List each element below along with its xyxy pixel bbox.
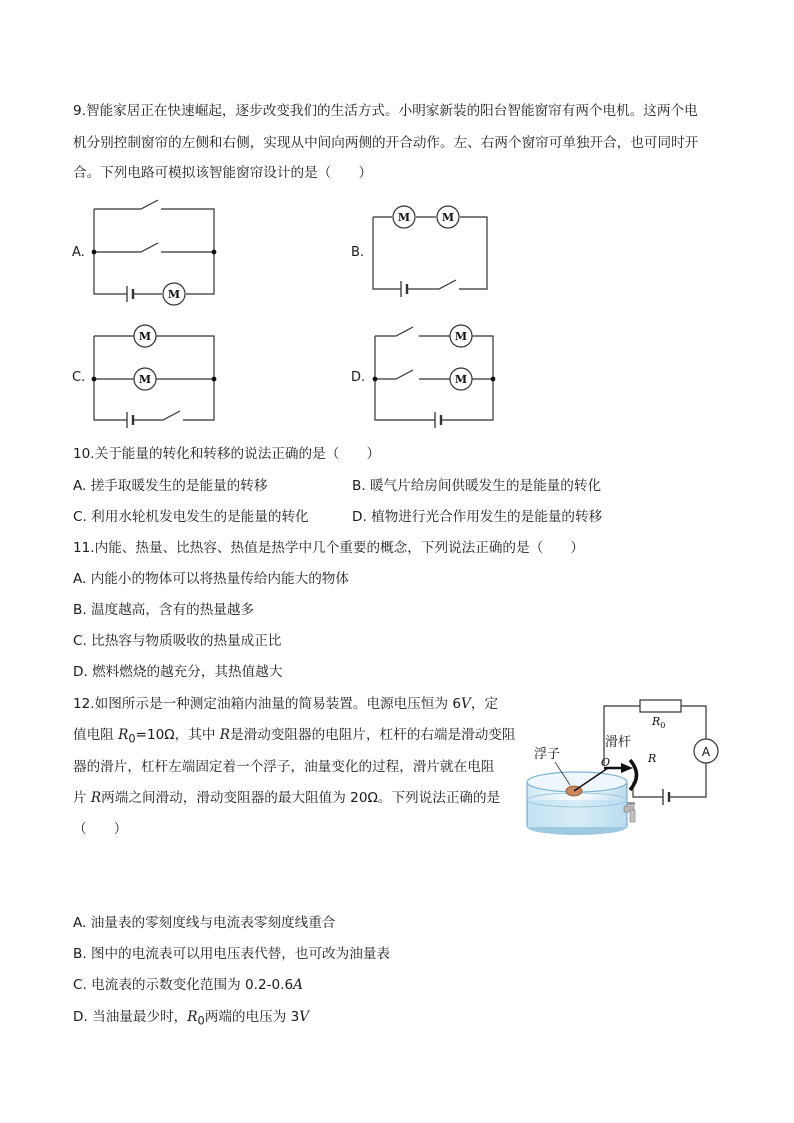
- q11-stem: 11.内能、热量、比热容、热值是热学中几个重要的概念，下列说法正确的是（ ）: [73, 540, 584, 556]
- q12-stem-line-3: 器的滑片，杠杆左端固定着一个浮子，油量变化的过程，滑片就在电阻: [73, 759, 495, 775]
- circuit-c-diagram: [80, 320, 230, 430]
- motor-label: M: [167, 288, 181, 301]
- q10-option-d: D. 植物进行光合作用发生的是能量的转移: [352, 509, 603, 525]
- circuit-b-label: B.: [351, 245, 365, 260]
- q12-stem-line-5: （ ）: [73, 821, 128, 837]
- q9-stem-line-1: 9.智能家居正在快速崛起，逐步改变我们的生活方式。小明家新装的阳台智能窗帘有两个电机。这两个电: [73, 103, 698, 119]
- circuit-d-diagram: [365, 320, 500, 430]
- q12-option-d: D. 当油量最少时，$R_0$两端的电压为 3V: [73, 1009, 310, 1028]
- motor-label: M: [397, 211, 411, 224]
- motor-label: M: [138, 330, 152, 343]
- pivot-label: O: [601, 756, 611, 769]
- motor-label: M: [138, 373, 152, 386]
- lever-label: 滑杆: [605, 735, 632, 750]
- q10-option-a: A. 搓手取暖发生的是能量的转移: [73, 478, 268, 494]
- q9-stem-line-2: 机分别控制窗帘的左侧和右侧，实现从中间向两侧的开合动作。左、右两个窗帘可单独开合，也可同时开: [73, 135, 699, 151]
- r-label: R: [648, 752, 657, 765]
- motor-label: M: [454, 330, 468, 343]
- q11-option-b: B. 温度越高，含有的热量越多: [73, 602, 255, 618]
- circuit-c-label: C.: [72, 370, 86, 385]
- q12-option-c: C. 电流表的示数变化范围为 0.2-0.6A: [73, 977, 303, 993]
- circuit-d-label: D.: [351, 370, 366, 385]
- float-label: 浮子: [534, 747, 561, 762]
- fuel-gauge-diagram: [520, 695, 740, 835]
- circuit-a-diagram: [80, 195, 230, 305]
- q11-option-a: A. 内能小的物体可以将热量传给内能大的物体: [73, 571, 349, 587]
- q10-stem: 10.关于能量的转化和转移的说法正确的是（ ）: [73, 446, 381, 462]
- motor-label: M: [441, 211, 455, 224]
- q12-option-b: B. 图中的电流表可以用电压表代替，也可改为油量表: [73, 946, 391, 962]
- q10-option-c: C. 利用水轮机发电发生的是能量的转化: [73, 509, 309, 525]
- q11-option-d: D. 燃料燃烧的越充分，其热值越大: [73, 664, 283, 680]
- q11-option-c: C. 比热容与物质吸收的热量成正比: [73, 633, 282, 649]
- circuit-b-diagram: [365, 200, 495, 300]
- q12-stem-line-1: 12.如图所示是一种测定油箱内油量的简易装置。电源电压恒为 6V，定: [73, 696, 499, 712]
- r0-label: $R_0$: [652, 715, 666, 730]
- q12-stem-line-2: 值电阻 $R_0=10\Omega$，其中 R是滑动变阻器的电阻片，杠杆的右端是滑动变阻: [73, 727, 516, 746]
- q12-option-a: A. 油量表的零刻度线与电流表零刻度线重合: [73, 915, 336, 931]
- ammeter-label: A: [701, 745, 711, 759]
- q10-option-b: B. 暖气片给房间供暖发生的是能量的转化: [352, 478, 602, 494]
- circuit-a-label: A.: [72, 245, 85, 260]
- q12-stem-line-4: 片 R两端之间滑动，滑动变阻器的最大阻值为 20Ω。下列说法正确的是: [73, 790, 501, 806]
- q9-stem-line-3: 合。下列电路可模拟该智能窗帘设计的是（ ）: [73, 165, 373, 181]
- resistor-r0: [640, 700, 681, 712]
- motor-label: M: [454, 373, 468, 386]
